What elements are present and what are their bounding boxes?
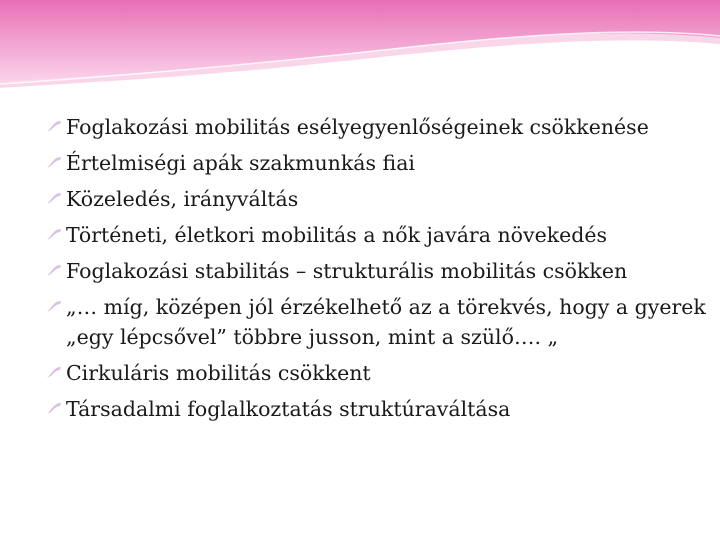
header-wave-decoration: [0, 0, 720, 90]
wave-bullet-icon: [46, 264, 62, 277]
wave-bullet-icon: [46, 120, 62, 133]
bullet-item: [46, 394, 706, 424]
wave-bullet-icon: [46, 300, 62, 313]
bullet-item: [46, 148, 706, 178]
wave-bullet-icon: [46, 192, 62, 205]
bullet-text: Közeledés, irányváltás: [66, 187, 299, 211]
bullet-item: [46, 220, 706, 250]
wave-bullet-icon: [46, 402, 62, 415]
wave-bullet-icon: [46, 366, 62, 379]
bullet-text: Foglakozási mobilitás esélyegyenlőségeinek csökkenése: [66, 115, 649, 139]
bullet-item: [46, 256, 706, 286]
bullet-item: [46, 358, 706, 388]
bullet-item: [46, 112, 706, 142]
bullet-text: Történeti, életkori mobilitás a nők javára növekedés: [66, 223, 608, 247]
bullet-text: Foglakozási stabilitás – strukturális mobilitás csökken: [66, 259, 628, 283]
bullet-text: Cirkuláris mobilitás csökkent: [66, 361, 371, 385]
bullet-text: Társadalmi foglalkoztatás struktúraváltása: [66, 397, 511, 421]
wave-bullet-icon: [46, 228, 62, 241]
bullet-text: Értelmiségi apák szakmunkás fiai: [66, 151, 415, 175]
bullet-list: [46, 112, 706, 430]
bullet-item: [46, 184, 706, 214]
bullet-item: [46, 292, 706, 352]
bullet-text: „… míg, középen jól érzékelhető az a törekvés, hogy a gyerek „egy lépcsővel” többre jusson, mint a szülő…. „: [66, 295, 706, 349]
wave-bullet-icon: [46, 156, 62, 169]
